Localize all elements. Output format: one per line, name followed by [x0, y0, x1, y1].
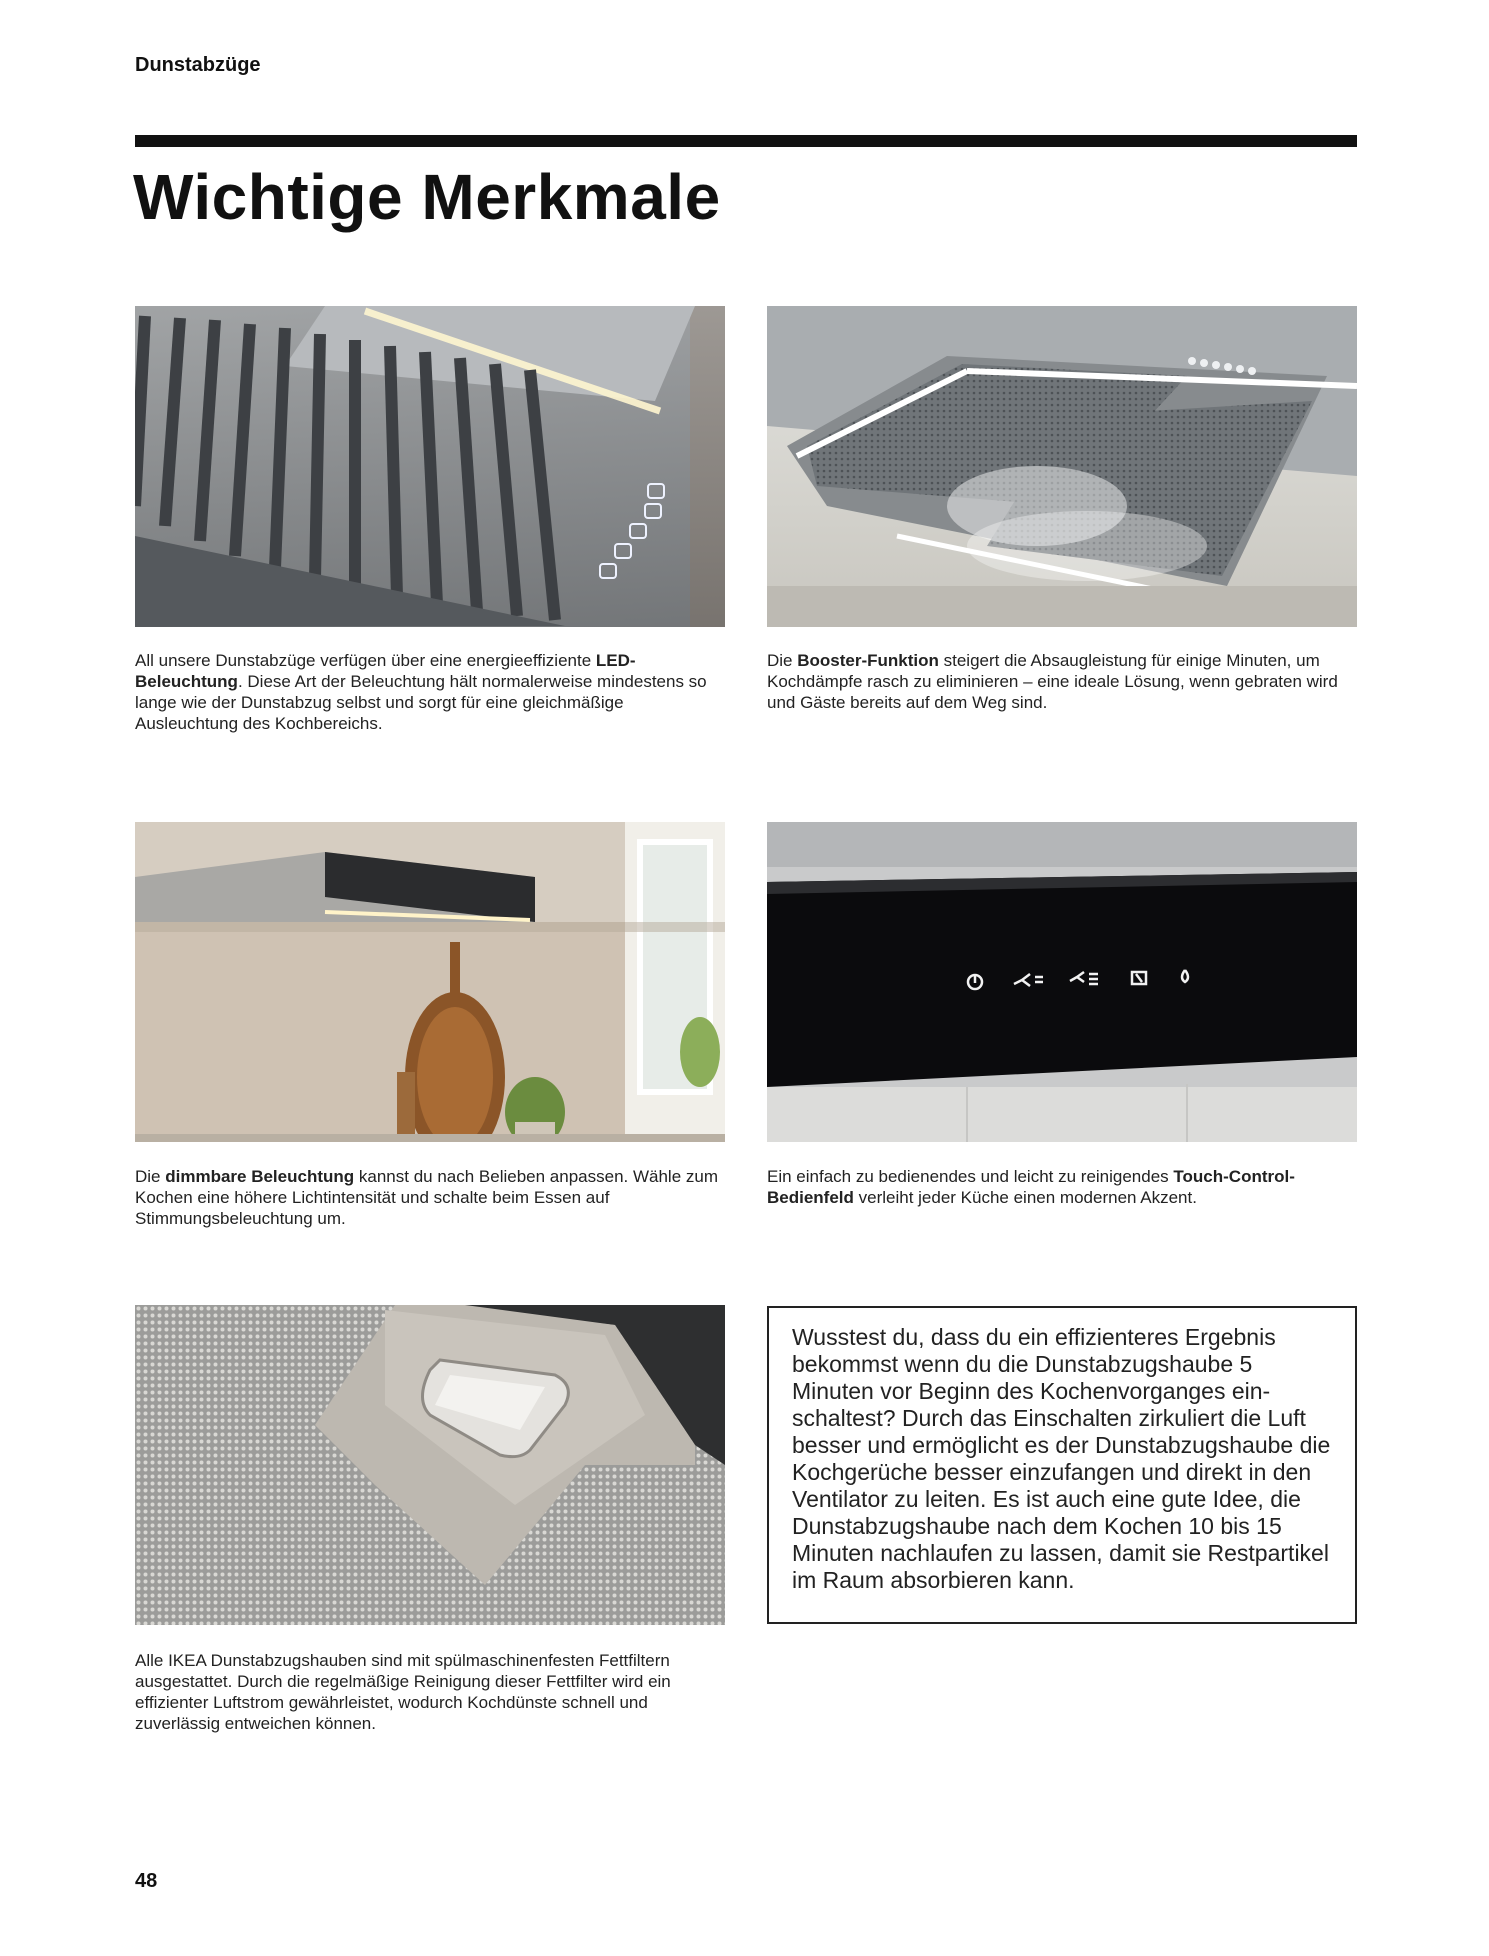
caption-highlight: LED-Beleuchtung — [135, 651, 636, 691]
title-rule — [135, 135, 1357, 147]
caption-highlight: dimmbare Beleuchtung — [165, 1167, 355, 1186]
section-label: Dunstabzüge — [135, 54, 261, 76]
page-number: 48 — [135, 1870, 158, 1892]
caption-text: All unsere Dunstabzüge verfügen über eine energieeffiziente — [135, 651, 596, 670]
tip-box — [767, 1306, 1357, 1624]
tip-text: Wusstest du, dass du ein effizienteres Ergebnis bekommst wenn du die Dunstabzugshaube 5 Minuten vor Beginn des Kochenvorganges einschaltest? Durch das Einschalten zirkuliert die Luft besser und ermöglicht es der Dunstabzugshaube die Kochgerüche besser einzufangen und direkt in den Ventilator zu leiten. Es ist auch eine gute Idee, die Dunstabzugshaube nach dem Kochen 10 bis 15 Minuten nachlaufen zu lassen, damit sie Restpartikel im Raum absorbieren kann. — [792, 1324, 1331, 1593]
caption-text: . Diese Art der Beleuchtung hält normalerweise mindestens so lange wie der Dunstabzug selbst und sorgt für eine gleichmäßige Ausleuchtung des Kochbereichs. — [135, 672, 707, 733]
caption-text: Die — [135, 1167, 166, 1186]
caption-text: Alle IKEA Dunstabzugshauben sind mit spülmaschinenfesten Fettfiltern ausgestattet. Durch die regelmäßige Reinigung dieser Fettfilter wird ein effizienter Luftstrom gewährleistet, wodurch Kochdünste schnell und zuverlässig entweichen können. — [135, 1651, 671, 1733]
led-lighting-hood-photo — [135, 306, 725, 627]
caption-highlight: Touch-Control-Bedienfeld — [767, 1167, 1295, 1207]
caption-text: steigert die Absaugleistung für einige Minuten, um Kochdämpfe rasch zu eliminieren – eine ideale Lösung, wenn gebraten wird und Gäste bereits auf dem Weg sind. — [767, 651, 1338, 712]
caption-booster-function — [767, 650, 1357, 713]
caption-text: Die — [767, 651, 798, 670]
dimmable-lighting-kitchen-photo — [135, 822, 725, 1142]
caption-touch-control — [767, 1166, 1357, 1208]
caption-dimmable-lighting — [135, 1166, 725, 1229]
caption-grease-filter — [135, 1650, 725, 1734]
caption-text: kannst du nach Belieben anpassen. Wähle zum Kochen eine höhere Lichtintensität und schalte beim Essen auf Stimmungsbeleuchtung um. — [135, 1167, 718, 1228]
caption-text: verleiht jeder Küche einen modernen Akzent. — [853, 1188, 1197, 1207]
touch-control-panel-photo — [767, 822, 1357, 1142]
booster-function-hood-photo — [767, 306, 1357, 627]
grease-filter-photo — [135, 1305, 725, 1625]
caption-led-lighting — [135, 650, 725, 734]
caption-highlight: Booster-Funktion — [797, 651, 939, 670]
caption-text: Ein einfach zu bedienendes und leicht zu reinigendes — [767, 1167, 1174, 1186]
page-title: Wichtige Merkmale — [133, 161, 721, 233]
